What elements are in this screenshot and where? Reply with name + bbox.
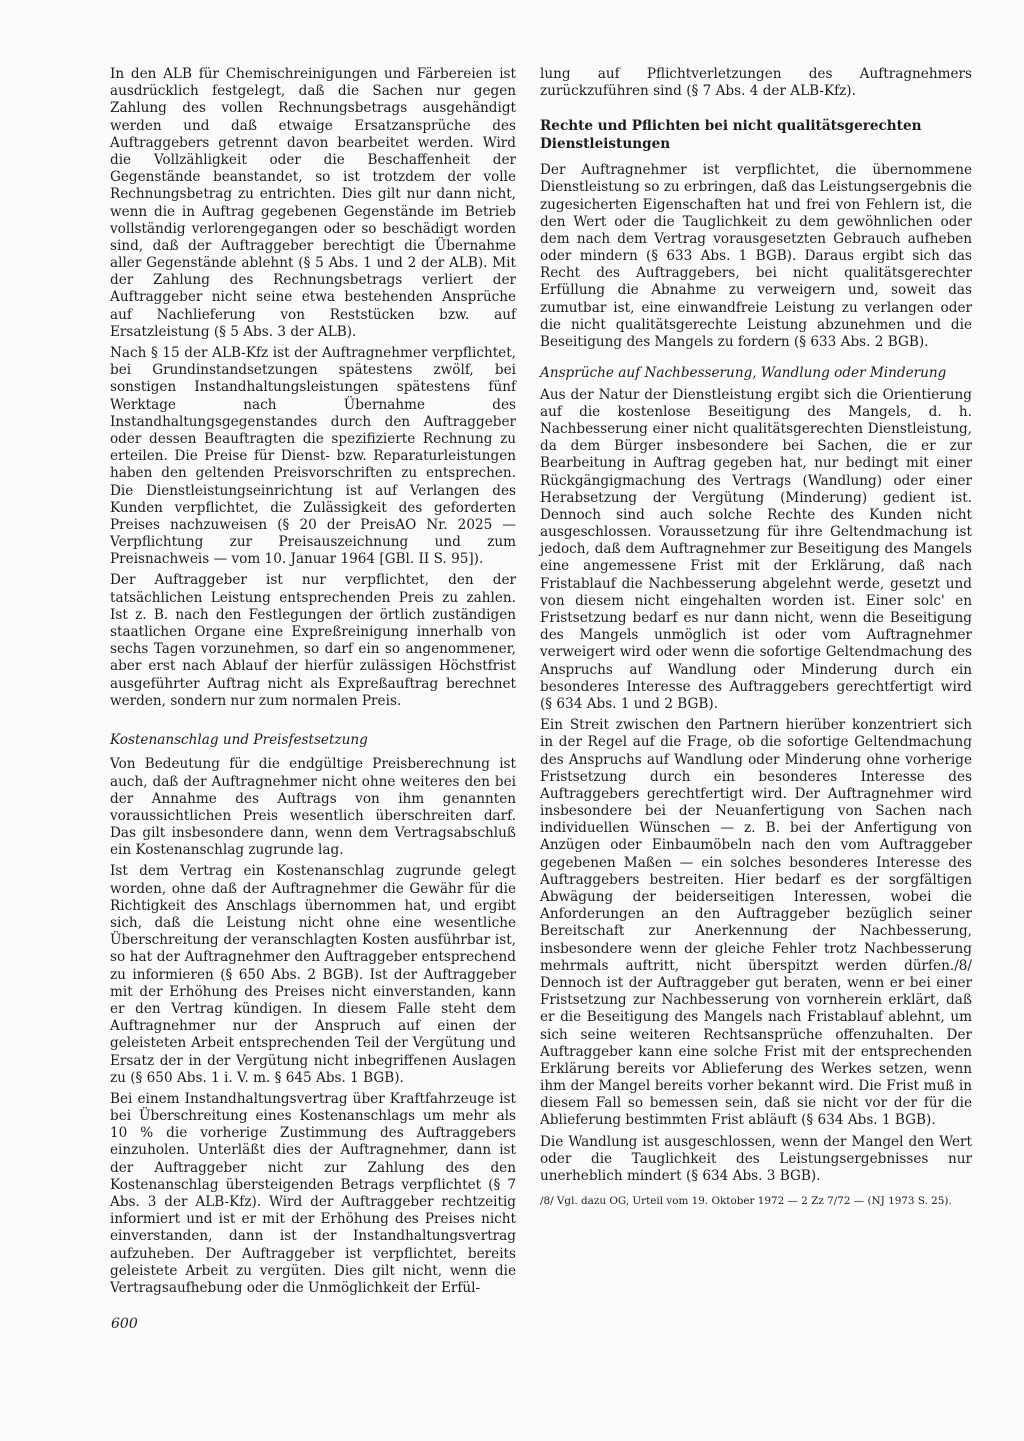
paragraph-preisberechnung: Von Bedeutung für die endgültige Preisberechnung ist auch, daß der Auftragnehmer nicht ohne weiteres den bei der Annahme des Auftrags von ihm genannten voraussichtlichen Preis wesentlich überschreiten darf. Das gilt insbesondere dann, wenn dem Vertragsabschluß ein Kostenanschlag zugrunde lag.	[110, 756, 516, 859]
paragraph-alb-kfz-rechnung: Nach § 15 der ALB-Kfz ist der Auftragnehmer verpflichtet, bei Grundinstandsetzungen spätestens zwölf, bei sonstigen Instandhaltungsleistungen spätestens fünf Werktage nach Übernahme des Instandhaltungsgegenstandes durch den Auftraggeber oder dessen Beauftragten die spezifizierte Rechnung zu erteilen. Die Preise für Dienst- bzw. Reparaturleistungen haben den geltenden Preisvorschriften zu entsprechen. Die Dienstleistungseinrichtung ist auf Verlangen des Kunden verpflichtet, die Zulässigkeit des geforderten Preises nachzuweisen (§ 20 der PreisAO Nr. 2025 — Verpflichtung zur Preisauszeichnung und zum Preisnachweis — vom 10. Januar 1964 [GBl. II S. 95]).	[110, 345, 516, 568]
heading-kostenanschlag: Kostenanschlag und Preisfestsetzung	[110, 731, 368, 748]
paragraph-alb-chemischreinigung: In den ALB für Chemischreinigungen und Färbereien ist ausdrücklich festgelegt, daß die Sachen nur gegen Zahlung des vollen Rechnungsbetrags ausgehändigt werden und daß etwaige Ersatzansprüche des Auftraggebers getrennt davon bearbeitet werden. Wird die Vollzähligkeit oder die Beschaffenheit der Gegenstände beanstandet, so ist trotzdem der volle Rechnungsbetrag zu entrichten. Dies gilt nur dann nicht, wenn die in Auftrag gegebenen Gegenstände im Betrieb vollständig verlorengegangen oder so beschädigt worden sind, daß der Auftraggeber berechtigt die Übernahme aller Gegenstände ablehnt (§ 5 Abs. 1 und 2 der ALB). Mit der Zahlung des Rechnungsbetrags verliert der Auftraggeber nicht seine etwa bestehenden Ansprüche auf Nachlieferung von Reststücken bzw. auf Ersatzleistung (§ 5 Abs. 3 der ALB).	[110, 66, 516, 340]
page-number: 600	[111, 1316, 138, 1332]
right-column	[540, 66, 972, 1209]
paragraph-streit-partner: Ein Streit zwischen den Partnern hierüber konzentriert sich in der Regel auf die Frage, ob die sofortige Geltendmachung des Anspruchs auf Wandlung oder Minderung ohne vorherige Fristsetzung durch ein besonderes Interesse des Auftraggebers gerechtfertigt wird. Der Auftragnehmer wird insbesondere bei der Neuanfertigung von Sachen nach individuellen Wünschen — z. B. bei der Anfertigung von Anzügen oder Einbaumöbeln nach den vom Auftraggeber gegebenen Maßen — ein solches besonderes Interesse des Auftraggebers bestreiten. Hier bedarf es der sorgfältigen Abwägung der beiderseitigen Interessen, wobei die Anforderungen an den Auftraggeber bezüglich seiner Bereitschaft zur Anerkennung der Nachbesserung, insbesondere wenn der gleiche Fehler trotz Nachbesserung mehrmals auftritt, nicht überspitzt werden dürfen./8/ Dennoch ist der Auftraggeber gut beraten, wenn er bei einer Fristsetzung zur Nachbesserung von vornherein erklärt, daß er die Beseitigung des Mangels nach Fristablauf ablehnt, um sich seine weiteren Rechtsansprüche offenzuhalten. Der Auftraggeber kann eine solche Frist mit der entsprechenden Erklärung bereits vor Ablieferung des Werkes setzen, wenn ihm der Mangel bereits vorher bekannt wird. Die Frist muß in diesem Fall so bemessen sein, daß sie nicht vor der für die Ablieferung bestimmten Frist abläuft (§ 634 Abs. 1 BGB).	[540, 717, 972, 1129]
paragraph-instandhaltungsvertrag: Bei einem Instandhaltungsvertrag über Kraftfahrzeuge ist bei Überschreitung eines Kostenanschlags um mehr als 10 % die vorherige Zustimmung des Auftraggebers einzuholen. Unterläßt dies der Auftragnehmer, dann ist der Auftraggeber nicht zur Zahlung des den Kostenanschlag übersteigenden Betrags verpflichtet (§ 7 Abs. 3 der ALB-Kfz). Wird der Auftraggeber rechtzeitig informiert und ist er mit der Erhöhung des Preises nicht einverstanden, dann ist der Instandhaltungsvertrag aufzuheben. Der Auftraggeber ist verpflichtet, bereits geleistete Arbeit zu vergüten. Dies gilt nicht, wenn die Vertragsaufhebung oder die Unmöglichkeit der Erfül-	[110, 1090, 516, 1296]
heading-ansprueche: Ansprüche auf Nachbesserung, Wandlung oder Minderung	[540, 365, 947, 382]
paragraph-nachbesserung: Aus der Natur der Dienstleistung ergibt sich die Orientierung auf die kostenlose Beseitigung des Mangels, d. h. Nachbesserung einer nicht qualitätsgerechten Dienstleistung, da dem Bürger insbesondere bei Sachen, die er zur Bearbeitung in Auftrag gegeben hat, nur bedingt mit einer Rückgängigmachung des Vertrags (Wandlung) oder einer Herabsetzung der Vergütung (Minderung) gedient ist. Dennoch sind auch solche Rechte des Kunden nicht ausgeschlossen. Voraussetzung für ihre Geltendmachung ist jedoch, daß dem Auftragnehmer zur Beseitigung des Mangels eine angemessene Frist mit der Erklärung, daß nach Fristablauf die Nachbesserung abgelehnt werde, gesetzt und von diesem nicht eingehalten worden ist. Einer solc' en Fristsetzung bedarf es nur dann nicht, wenn die Beseitigung des Mangels unmöglich ist oder vom Auftragnehmer verweigert wird oder wenn die sofortige Geltendmachung des Anspruchs auf Wandlung oder Minderung durch ein besonderes Interesse des Auftraggebers gerechtfertigt wird (§ 634 Abs. 1 und 2 BGB).	[540, 386, 972, 712]
paragraph-wandlung-ausgeschlossen: Die Wandlung ist ausgeschlossen, wenn der Mangel den Wert oder die Tauglichkeit des Leistungsergebnisses nur unerheblich mindert (§ 634 Abs. 3 BGB).	[540, 1133, 972, 1185]
paragraph-tatsaechliche-leistung: Der Auftraggeber ist nur verpflichtet, den der tatsächlichen Leistung entsprechenden Preis zu zahlen. Ist z. B. nach den Festlegungen der örtlich zuständigen staatlichen Organe eine Expreßreinigung innerhalb von sechs Tagen vorzunehmen, so darf ein so angenommener, aber erst nach Ablauf der hierfür zulässigen Höchstfrist ausgeführter Auftrag nicht als Expreßauftrag berechnet werden, sondern nur zum normalen Preis.	[110, 572, 516, 709]
paragraph-continuation: lung auf Pflichtverletzungen des Auftragnehmers zurückzuführen sind (§ 7 Abs. 4 der ALB-Kfz).	[540, 66, 972, 100]
paragraph-kostenanschlag-vertrag: Ist dem Vertrag ein Kostenanschlag zugrunde gelegt worden, ohne daß der Auftragnehmer die Gewähr für die Richtigkeit des Anschlags übernommen hat, und ergibt sich, daß die Leistung nicht ohne eine wesentliche Überschreitung der veranschlagten Kosten ausführbar ist, so hat der Auftragnehmer den Auftraggeber entsprechend zu informieren (§ 650 Abs. 2 BGB). Ist der Auftraggeber mit der Erhöhung des Preises nicht einverstanden, kann er den Vertrag kündigen. In diesem Falle steht dem Auftragnehmer nur der Anspruch auf einen der geleisteten Arbeit entsprechenden Teil der Vergütung und Ersatz der in der Vergütung nicht inbegriffenen Auslagen zu (§ 650 Abs. 1 i. V. m. § 645 Abs. 1 BGB).	[110, 863, 516, 1086]
left-column	[110, 66, 516, 1301]
footnote: /8/ Vgl. dazu OG, Urteil vom 19. Oktober 1972 — 2 Zz 7/72 — (NJ 1973 S. 25).	[540, 1195, 952, 1208]
paragraph-auftragnehmer-pflicht: Der Auftragnehmer ist verpflichtet, die übernommene Dienstleistung so zu erbringen, daß das Leistungsergebnis die zugesicherten Eigenschaften hat und frei von Fehlern ist, die den Wert oder die Tauglichkeit zu dem gewöhnlichen oder dem nach dem Vertrag vorausgesetzten Gebrauch aufheben oder mindern (§ 633 Abs. 1 BGB). Daraus ergibt sich das Recht des Auftraggebers, bei nicht qualitätsgerechter Erfüllung die Abnahme zu verweigern und, soweit das zumutbar ist, eine einwandfreie Leistung zu verlangen oder die nicht qualitätsgerechte Leistung abzunehmen und die Beseitigung des Mangels zu fordern (§ 633 Abs. 2 BGB).	[540, 162, 972, 351]
heading-rechte-pflichten: Rechte und Pflichten bei nicht qualitätsgerechten Dienstleistungen	[540, 118, 922, 152]
